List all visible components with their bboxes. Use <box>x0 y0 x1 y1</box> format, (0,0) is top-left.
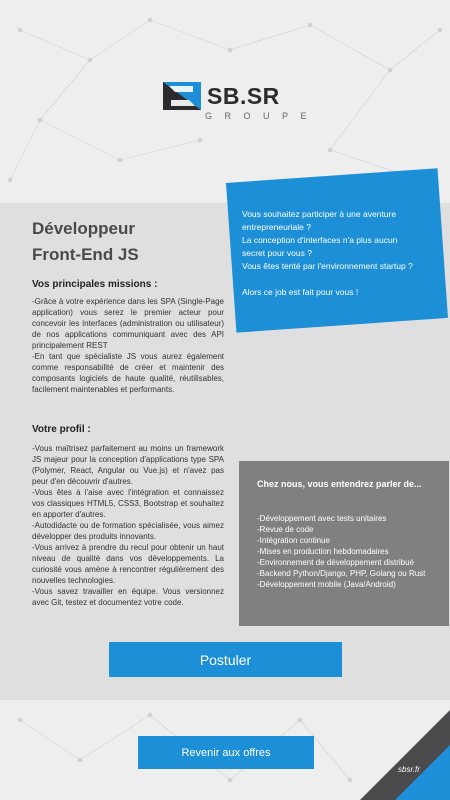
list-item: -Vous maîtrisez parfaitement au moins un framework JS majeur pour la conception d'applications type SPA (Polymer, React, Angular ou Vue.js) et n'avez pas peur d'en découvrir d'autres. <box>32 444 224 486</box>
list-item: -Grâce à votre expérience dans les SPA (Single-Page application) vous serez le premier acteur pour concevoir les interfaces (administration ou utilisateur) de nos applications communiquant avec des API principalement REST <box>32 297 224 350</box>
site-url[interactable]: sbsr.fr <box>398 765 420 774</box>
back-to-offers-button[interactable]: Revenir aux offres <box>138 736 314 769</box>
pitch-line: La conception d'interfaces n'a plus aucun secret pour vous ? <box>242 235 398 258</box>
list-item: -Autodidacte ou de formation spécialisée, vous aimez développer des produits innovants. <box>32 521 224 541</box>
missions-list <box>32 296 224 395</box>
list-item: -Backend Python/Django, PHP, Golang ou Rust <box>257 569 426 578</box>
apply-button[interactable]: Postuler <box>109 642 342 677</box>
profile-heading: Votre profil : <box>32 424 91 435</box>
job-title-line2: Front-End JS <box>32 245 139 264</box>
list-item: -Intégration continue <box>257 536 330 545</box>
pitch-closing: Alors ce job est fait pour vous ! <box>242 287 359 297</box>
list-item: -Revue de code <box>257 525 314 534</box>
pitch-text <box>242 208 422 299</box>
list-item: -Développement avec tests unitaires <box>257 514 387 523</box>
corner-decoration <box>360 710 450 800</box>
perks-heading: Chez nous, vous entendrez parler de... <box>257 479 422 489</box>
list-item: -Vous savez travailler en équipe. Vous versionnez avec Git, testez et documentez votre code. <box>32 587 224 607</box>
list-item: -Environnement de développement distribué <box>257 558 414 567</box>
logo-mark-icon <box>163 82 201 110</box>
brand-logo <box>163 82 320 122</box>
list-item: -En tant que spécialiste JS vous aurez également comme responsabilité de créer et maintenir des composants logiciels de haute qualité, réutilisables, facilement maintenables et performants. <box>32 352 224 394</box>
missions-heading: Vos principales missions : <box>32 279 158 290</box>
profile-list <box>32 443 224 608</box>
brand-subtitle: GROUPE <box>205 111 320 121</box>
list-item: -Vous êtes à l'aise avec l'intégration et connaissez vos classiques HTML5, CSS3, Bootstrap et souhaitez en apporter d'autres. <box>32 488 224 519</box>
perks-list <box>257 513 437 590</box>
list-item: -Mises en production hebdomadaires <box>257 547 389 556</box>
pitch-line: Vous êtes tenté par l'environnement startup ? <box>242 261 413 271</box>
brand-name: SB.SR <box>207 83 280 109</box>
pitch-line: Vous souhaitez participer à une aventure entrepreneuriale ? <box>242 209 397 232</box>
job-title-line1: Développeur <box>32 219 135 238</box>
list-item: -Développement mobile (Java/Android) <box>257 580 396 589</box>
list-item: -Vous arrivez à prendre du recul pour obtenir un haut niveau de qualité dans vos développements. La curiosité vous amène à rencontrer régulièrement des nouvelles technologies. <box>32 543 224 585</box>
